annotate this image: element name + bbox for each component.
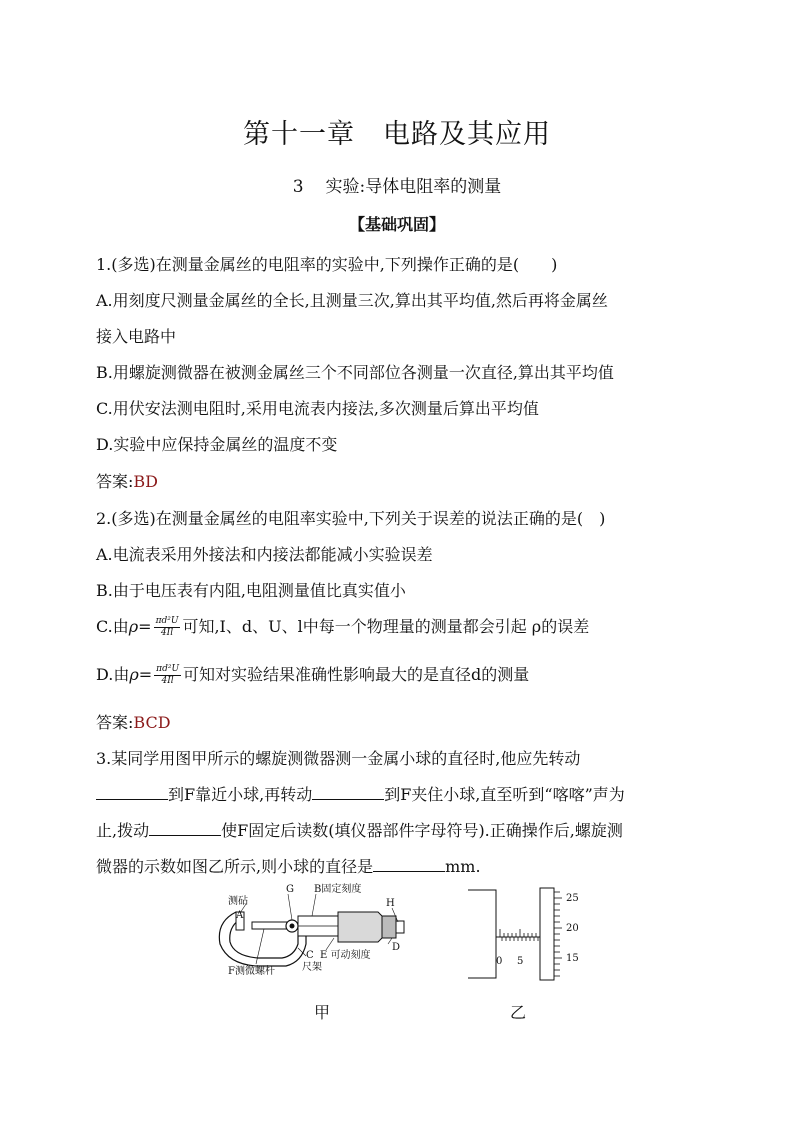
label-c: C — [306, 950, 314, 961]
label-a: A — [236, 910, 244, 921]
label-ceshi: 测砧 — [228, 896, 248, 907]
formula-numerator: πd²U — [155, 616, 179, 626]
q2-option-a: A.电流表采用外接法和内接法都能减小实验误差 — [96, 545, 433, 564]
label-e-movable: E 可动刻度 — [320, 950, 371, 961]
leader-line — [312, 894, 316, 916]
ratchet-shape — [382, 916, 396, 938]
thimble-shape — [338, 912, 382, 942]
option-d-prefix: D.由 — [96, 665, 130, 684]
thimble-scale — [540, 888, 554, 980]
micrometer-jia-drawing — [219, 882, 404, 977]
q1-stem: 1.(多选)在测量金属丝的电阻率的实验中,下列操作正确的是( ) — [96, 255, 558, 274]
q3-line4-text-a: 微器的示数如图乙所示,则小球的直径是 — [96, 857, 374, 876]
q1-option-d: D.实验中应保持金属丝的温度不变 — [96, 435, 338, 454]
label-chijia: 尺架 — [302, 962, 322, 973]
label-g: G — [286, 884, 294, 895]
q3-line2-text-b: 到F夹住小球,直至听到“喀喀”声为 — [384, 785, 625, 804]
q3-line3 — [96, 818, 623, 841]
section-title: 实验:导体电阻率的测量 — [325, 177, 502, 197]
q1-option-c: C.用伏安法测电阻时,采用电流表内接法,多次测量后算出平均值 — [96, 399, 539, 418]
q3-line4-text-b: mm. — [445, 857, 481, 876]
figure-label-yi: 乙 — [510, 1003, 527, 1022]
formula-fraction — [154, 664, 181, 687]
label-d: D — [392, 942, 401, 953]
micrometer-yi-scale — [468, 888, 579, 980]
main-scale-0: 0 — [496, 956, 503, 967]
q3-line4 — [96, 854, 481, 877]
option-c-suffix: 可知,I、d、U、l中每一个物理量的测量都会引起 ρ的误差 — [182, 617, 590, 636]
answer-blank[interactable] — [373, 857, 445, 872]
formula-fraction — [154, 616, 181, 639]
q1-answer — [96, 469, 158, 492]
lock-center — [290, 924, 295, 929]
q1-option-b: B.用螺旋测微器在被测金属丝三个不同部位各测量一次直径,算出其平均值 — [96, 363, 614, 382]
answer-value: BD — [133, 472, 158, 491]
answer-label: 答案: — [96, 472, 134, 491]
q1-option-a-line1: A.用刻度尺测量金属丝的全长,且测量三次,算出其平均值,然后再将金属丝 — [96, 291, 608, 310]
answer-blank[interactable] — [149, 821, 221, 836]
label-f-screw: F测微螺杆 — [228, 966, 275, 977]
leader-line — [288, 894, 292, 920]
q3-line3-text-a: 止,拨动 — [96, 821, 150, 840]
main-scale-5: 5 — [517, 956, 524, 967]
thimble-label-20: 20 — [566, 923, 579, 934]
q3-line3-text-b: 使F固定后读数(填仪器部件字母符号).正确操作后,螺旋测 — [221, 821, 623, 840]
formula-denominator: 4Il — [160, 628, 174, 638]
q2-option-d — [96, 662, 529, 687]
q3-line2-text-a: 到F靠近小球,再转动 — [168, 785, 313, 804]
thimble-label-25: 25 — [566, 893, 579, 904]
answer-label: 答案: — [96, 713, 134, 732]
q2-stem: 2.(多选)在测量金属丝的电阻率实验中,下列关于误差的说法正确的是( ) — [96, 509, 606, 528]
formula-denominator: 4Il — [161, 676, 174, 686]
q2-answer — [96, 710, 171, 733]
q2-option-b: B.由于电压表有内阻,电阻测量值比真实值小 — [96, 581, 406, 600]
thimble-label-15: 15 — [566, 953, 579, 964]
q1-option-a-line2: 接入电路中 — [96, 327, 177, 346]
formula-lhs: ρ= — [128, 617, 152, 636]
label-h: H — [386, 898, 395, 909]
section-title-row — [0, 172, 794, 197]
option-c-prefix: C.由 — [96, 617, 129, 636]
micrometer-diagrams — [206, 882, 606, 982]
leader-line — [326, 938, 334, 950]
micrometer-figure — [206, 882, 606, 982]
scale-frame — [468, 890, 496, 978]
q3-line1: 3.某同学用图甲所示的螺旋测微器测一金属小球的直径时,他应先转动 — [96, 749, 581, 768]
answer-blank[interactable] — [312, 785, 384, 800]
chapter-title: 第十一章 电路及其应用 — [243, 119, 551, 150]
q3-line2 — [96, 782, 625, 805]
thimble-scale-ticks — [554, 892, 562, 976]
section-number: 3 — [292, 177, 304, 197]
q2-option-c — [96, 614, 589, 639]
category-heading: 【基础巩固】 — [348, 215, 445, 234]
option-d-suffix: 可知对实验结果准确性影响最大的是直径d的测量 — [183, 665, 530, 684]
cap-shape — [396, 921, 404, 933]
main-scale-ticks — [500, 929, 538, 941]
answer-value: BCD — [133, 713, 171, 732]
formula-numerator: πd²U — [156, 664, 180, 674]
figure-label-jia: 甲 — [314, 1003, 331, 1022]
formula-lhs: ρ= — [129, 665, 153, 684]
answer-blank[interactable] — [96, 785, 168, 800]
label-b-fixed: B固定刻度 — [314, 884, 362, 895]
